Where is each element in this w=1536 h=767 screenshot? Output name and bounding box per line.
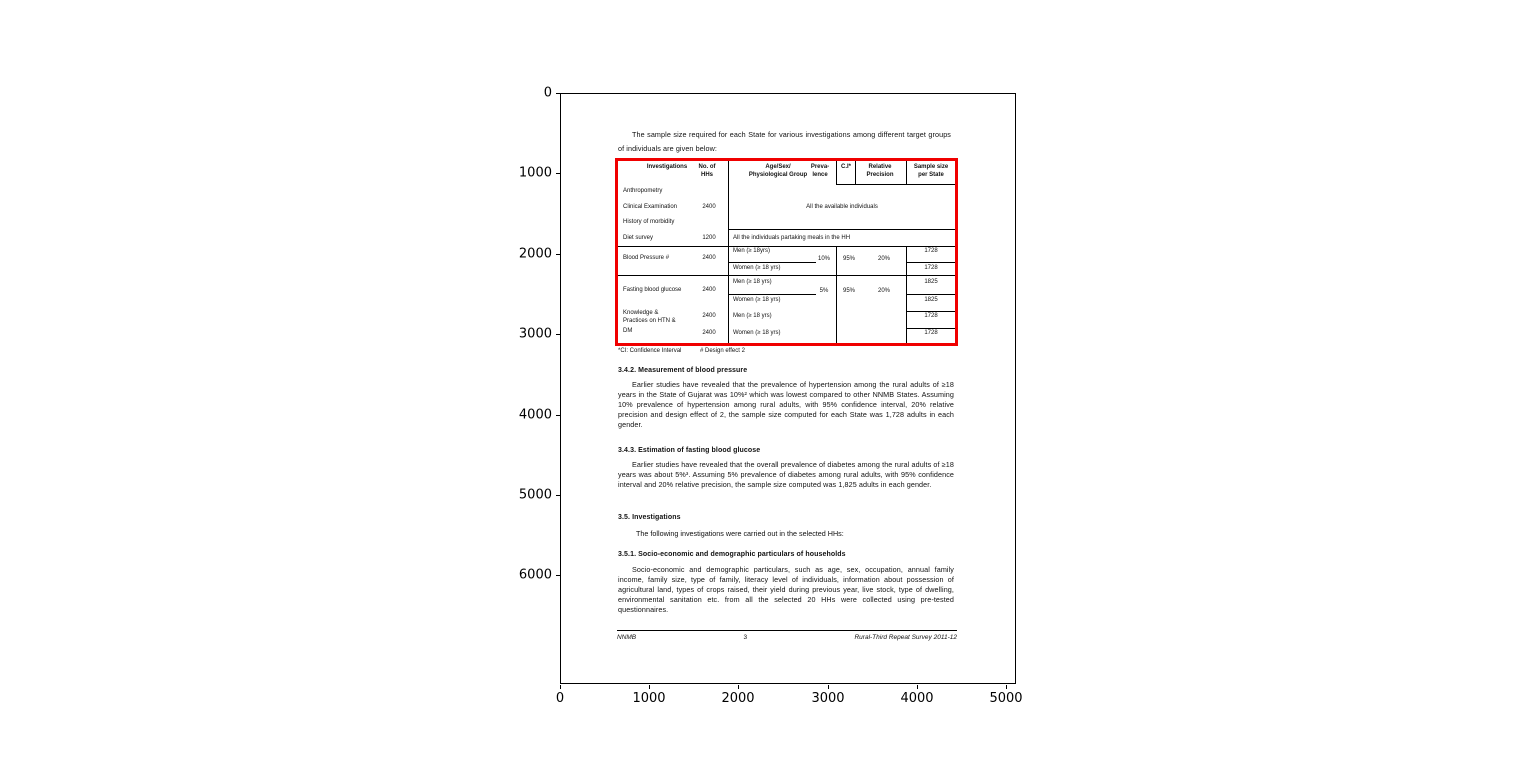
table-cell-merged: All the available individuals bbox=[806, 204, 878, 210]
col-header-prevalence: lence bbox=[812, 172, 828, 178]
section-heading-3-5: 3.5. Investigations bbox=[618, 514, 681, 521]
x-axis-tick-label: 2000 bbox=[721, 691, 755, 706]
sample-size-table bbox=[615, 158, 958, 346]
table-cell-hhs: 2400 bbox=[702, 313, 716, 319]
table-cell-hhs: 2400 bbox=[702, 330, 716, 336]
table-footnote-ci: *CI: Confidence Interval bbox=[618, 348, 682, 354]
table-grid-line bbox=[728, 294, 816, 295]
table-grid-line bbox=[836, 184, 955, 185]
footer-report-name: NNMB bbox=[617, 634, 637, 641]
col-header-precision: Relative bbox=[868, 164, 892, 170]
x-axis-tick-label: 4000 bbox=[900, 691, 934, 706]
col-header-precision: Precision bbox=[866, 172, 894, 178]
table-cell-precision: 20% bbox=[877, 256, 891, 262]
x-axis-tick-label: 3000 bbox=[811, 691, 845, 706]
table-cell-hhs: 2400 bbox=[702, 287, 716, 293]
footer-rule bbox=[617, 630, 957, 631]
y-axis-tick-label: 3000 bbox=[518, 326, 552, 342]
x-axis-tick-label: 5000 bbox=[989, 691, 1023, 706]
table-grid-line bbox=[728, 229, 955, 230]
table-cell-ci: 95% bbox=[842, 256, 856, 262]
table-cell-sample: 1825 bbox=[924, 297, 938, 303]
footer-survey-name: Rural-Third Repeat Survey 2011-12 bbox=[854, 634, 957, 641]
col-header-group: Physiological Group bbox=[748, 172, 808, 178]
table-cell-group: Women (≥ 18 yrs) bbox=[733, 265, 781, 271]
table-cell-hhs: 2400 bbox=[702, 255, 716, 261]
x-tick-mark bbox=[828, 685, 829, 689]
table-cell-group: Women (≥ 18 yrs) bbox=[733, 297, 781, 303]
x-tick-mark bbox=[738, 685, 739, 689]
table-cell-group: Men (≥ 18 yrs) bbox=[733, 279, 772, 285]
x-tick-mark bbox=[560, 685, 561, 689]
x-tick-mark bbox=[649, 685, 650, 689]
table-cell-sample: 1825 bbox=[924, 279, 938, 285]
section-body-3-5-1: Socio-economic and demographic particulars, such as age, sex, occupation, annual family income, family size, type of family, literacy level of individuals, information about possession of agricultural land, types of crops raised, their yield during previous year, live stock, type of dwelling, environmental sanitation etc. from all the selected 20 HHs were collected using pre-tested questionnaires. bbox=[618, 565, 954, 614]
table-grid-line bbox=[906, 262, 955, 263]
page-footer bbox=[617, 634, 957, 641]
y-axis-tick-label: 4000 bbox=[518, 407, 552, 423]
table-grid-line bbox=[855, 161, 856, 184]
table-grid-line bbox=[618, 275, 955, 276]
y-axis-tick-label: 5000 bbox=[518, 487, 552, 503]
col-header-hhs: HHs bbox=[700, 172, 714, 178]
table-grid-line bbox=[906, 161, 907, 184]
section-heading-3-4-3: 3.4.3. Estimation of fasting blood glucose bbox=[618, 447, 761, 454]
x-tick-mark bbox=[917, 685, 918, 689]
table-cell-investigation: History of morbidity bbox=[623, 219, 675, 225]
table-cell-sample: 1728 bbox=[924, 313, 938, 319]
table-cell-merged: All the individuals partaking meals in the HH bbox=[733, 235, 851, 241]
table-grid-line bbox=[728, 161, 729, 343]
section-body-3-5: The following investigations were carried out in the selected HHs: bbox=[636, 529, 844, 538]
section-heading-3-5-1: 3.5.1. Socio-economic and demographic particulars of households bbox=[618, 551, 846, 558]
table-cell-group: Men (≥ 18yrs) bbox=[733, 248, 770, 254]
table-grid-line bbox=[906, 311, 955, 312]
table-cell-ci: 95% bbox=[842, 288, 856, 294]
table-cell-prevalence: 10% bbox=[817, 256, 831, 262]
y-axis-tick-label: 6000 bbox=[518, 567, 552, 583]
col-header-group: Age/Sex/ bbox=[765, 164, 791, 170]
section-heading-3-4-2: 3.4.2. Measurement of blood pressure bbox=[618, 367, 748, 374]
table-cell-prevalence: 5% bbox=[819, 288, 829, 294]
table-cell-precision: 20% bbox=[877, 288, 891, 294]
table-cell-investigation: Anthropometry bbox=[623, 188, 663, 194]
table-cell-group: Men (≥ 18 yrs) bbox=[733, 313, 772, 319]
table-cell-hhs: 2400 bbox=[702, 204, 716, 210]
y-axis-tick-label: 2000 bbox=[518, 246, 552, 262]
intro-paragraph: The sample size required for each State for various investigations among different target groups of individuals are given below: bbox=[618, 130, 951, 153]
col-header-hhs: No. of bbox=[698, 164, 716, 170]
table-cell-sample: 1728 bbox=[924, 248, 938, 254]
col-header-prevalence: Preva- bbox=[810, 164, 830, 170]
col-header-ci: C.I* bbox=[840, 164, 852, 170]
table-cell-sample: 1728 bbox=[924, 330, 938, 336]
table-cell-investigation: Practices on HTN & bbox=[623, 318, 676, 324]
table-grid-line bbox=[836, 246, 837, 343]
y-axis-tick-label: 1000 bbox=[518, 165, 552, 181]
table-cell-group: Women (≥ 18 yrs) bbox=[733, 330, 781, 336]
table-cell-investigation: DM bbox=[623, 328, 633, 334]
table-grid-line bbox=[618, 246, 955, 247]
table-grid-line bbox=[836, 161, 837, 184]
y-axis-tick-label: 0 bbox=[543, 85, 552, 101]
x-axis-tick-label: 0 bbox=[555, 691, 565, 706]
col-header-sample-size: per State bbox=[918, 172, 944, 178]
table-cell-investigation: Knowledge & bbox=[623, 310, 659, 316]
table-footnote-design-effect: # Design effect 2 bbox=[700, 348, 745, 354]
table-cell-investigation: Diet survey bbox=[623, 235, 654, 241]
table-grid-line bbox=[728, 262, 816, 263]
table-cell-investigation: Fasting blood glucose bbox=[623, 287, 682, 293]
table-cell-sample: 1728 bbox=[924, 265, 938, 271]
x-tick-mark bbox=[1006, 685, 1007, 689]
col-header-sample-size: Sample size bbox=[913, 164, 949, 170]
table-cell-investigation: Clinical Examination bbox=[623, 204, 678, 210]
table-grid-line bbox=[906, 294, 955, 295]
footer-page-number: 3 bbox=[743, 634, 748, 641]
section-body-3-4-3: Earlier studies have revealed that the overall prevalence of diabetes among the rural adults of ≥18 years was about 5%³. Assuming 5% prevalence of diabetes among rural adults, with 95% confidence interval and 20% relative precision, the sample size computed was 1,825 adults in each gender. bbox=[618, 460, 954, 489]
col-header-investigations: Investigations bbox=[646, 164, 688, 170]
table-cell-investigation: Blood Pressure # bbox=[623, 255, 670, 261]
table-grid-line bbox=[906, 328, 955, 329]
table-cell-hhs: 1200 bbox=[702, 235, 716, 241]
section-body-3-4-2: Earlier studies have revealed that the prevalence of hypertension among the rural adults of ≥18 years in the State of Gujarat was 10%² which was lowest compared to other NNMB States. Assuming 10% prevalence of hypertension among rural adults, with 95% confidence interval, 20% relative precision and design effect of 2, the sample size computed for each State was 1,728 adults in each gender. bbox=[618, 380, 954, 429]
x-axis-tick-label: 1000 bbox=[632, 691, 666, 706]
